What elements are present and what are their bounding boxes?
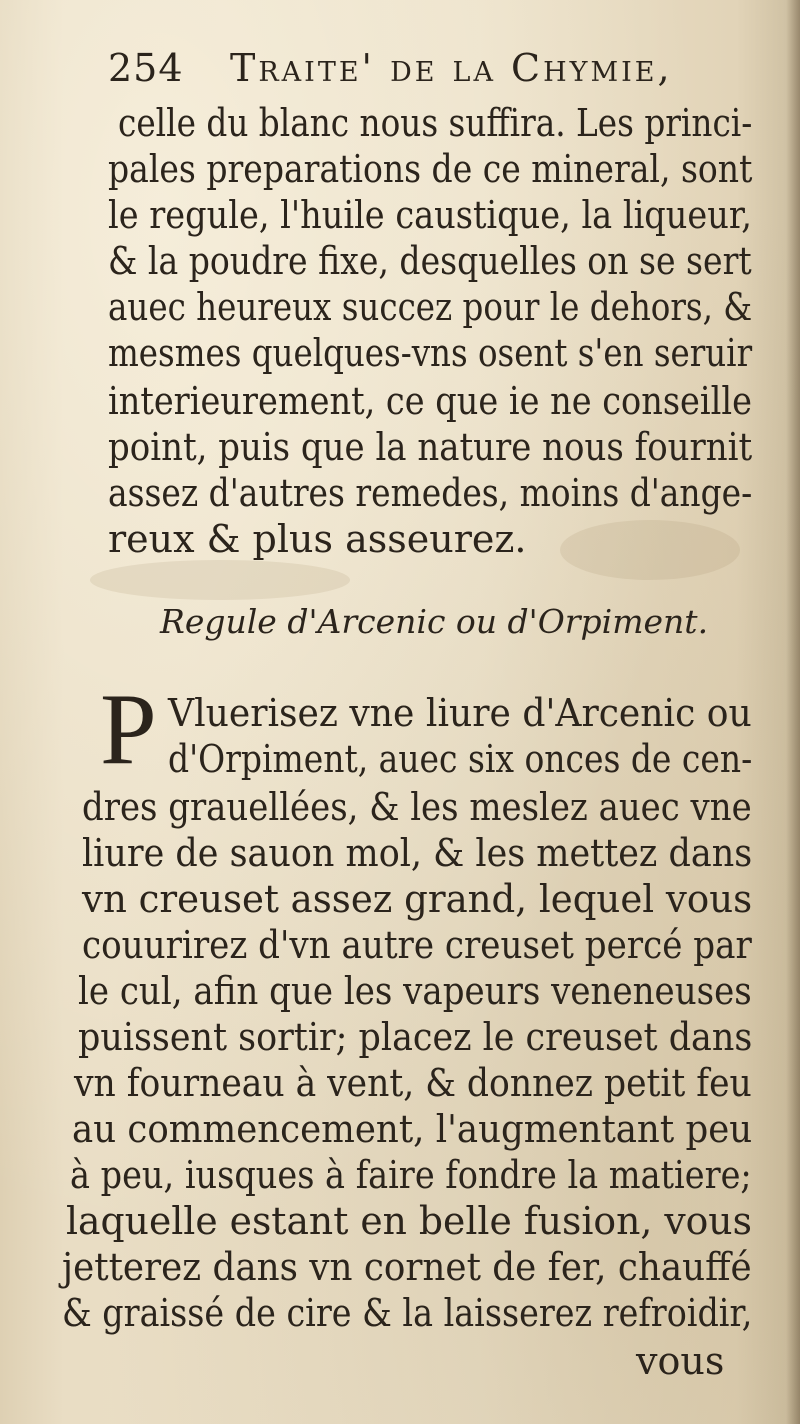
text-line: au commencement, l'augmentant peu	[72, 1107, 753, 1151]
text-line: vn creuset assez grand, lequel vous	[82, 877, 753, 921]
page-header	[108, 46, 748, 96]
drop-cap: P	[100, 673, 157, 786]
text-line: puissent sortir; placez le creuset dans	[78, 1015, 753, 1059]
text-line: Vluerisez vne liure d'Arcenic ou	[168, 691, 752, 735]
text-line: vn fourneau à vent, & donnez petit feu	[74, 1061, 752, 1105]
page-number: 254	[108, 46, 184, 90]
text-line: & graissé de cire & la laisserez refroidir,	[62, 1291, 753, 1335]
text-line: & la poudre fixe, desquelles on se sert	[108, 239, 752, 283]
catchword: vous	[636, 1339, 725, 1383]
paper-stain	[90, 560, 350, 600]
page-edge-shadow	[786, 0, 800, 1424]
text-line: liure de sauon mol, & les mettez dans	[82, 831, 753, 875]
text-line: laquelle estant en belle fusion, vous	[66, 1199, 752, 1243]
text-line: le cul, afin que les vapeurs veneneuses	[78, 969, 752, 1013]
text-line: couurirez d'vn autre creuset percé par	[82, 923, 752, 967]
text-line: pales preparations de ce mineral, sont	[108, 147, 753, 191]
text-line: dres grauellées, & les meslez auec vne	[82, 785, 752, 829]
text-line: assez d'autres remedes, moins d'ange-	[108, 471, 753, 515]
text-line: jetterez dans vn cornet de fer, chauffé	[62, 1245, 752, 1289]
paper-stain	[560, 520, 740, 580]
text-line: mesmes quelques-vns osent s'en seruir	[108, 331, 753, 375]
text-line: auec heureux succez pour le dehors, &	[108, 285, 753, 329]
text-line: point, puis que la nature nous fournit	[108, 425, 753, 469]
section-heading: Regule d'Arcenic ou d'Orpiment.	[160, 602, 709, 641]
text-line: le regule, l'huile caustique, la liqueur,	[108, 193, 752, 237]
text-line: celle du blanc nous suffira. Les princi-	[118, 101, 753, 145]
text-line: interieurement, ce que ie ne conseille	[108, 379, 752, 423]
text-line: reux & plus asseurez.	[108, 517, 527, 561]
running-title: Traite' de la Chymie,	[230, 46, 673, 90]
text-line: à peu, iusques à faire fondre la matiere;	[70, 1153, 752, 1197]
text-line: d'Orpiment, auec six onces de cen-	[168, 737, 753, 781]
